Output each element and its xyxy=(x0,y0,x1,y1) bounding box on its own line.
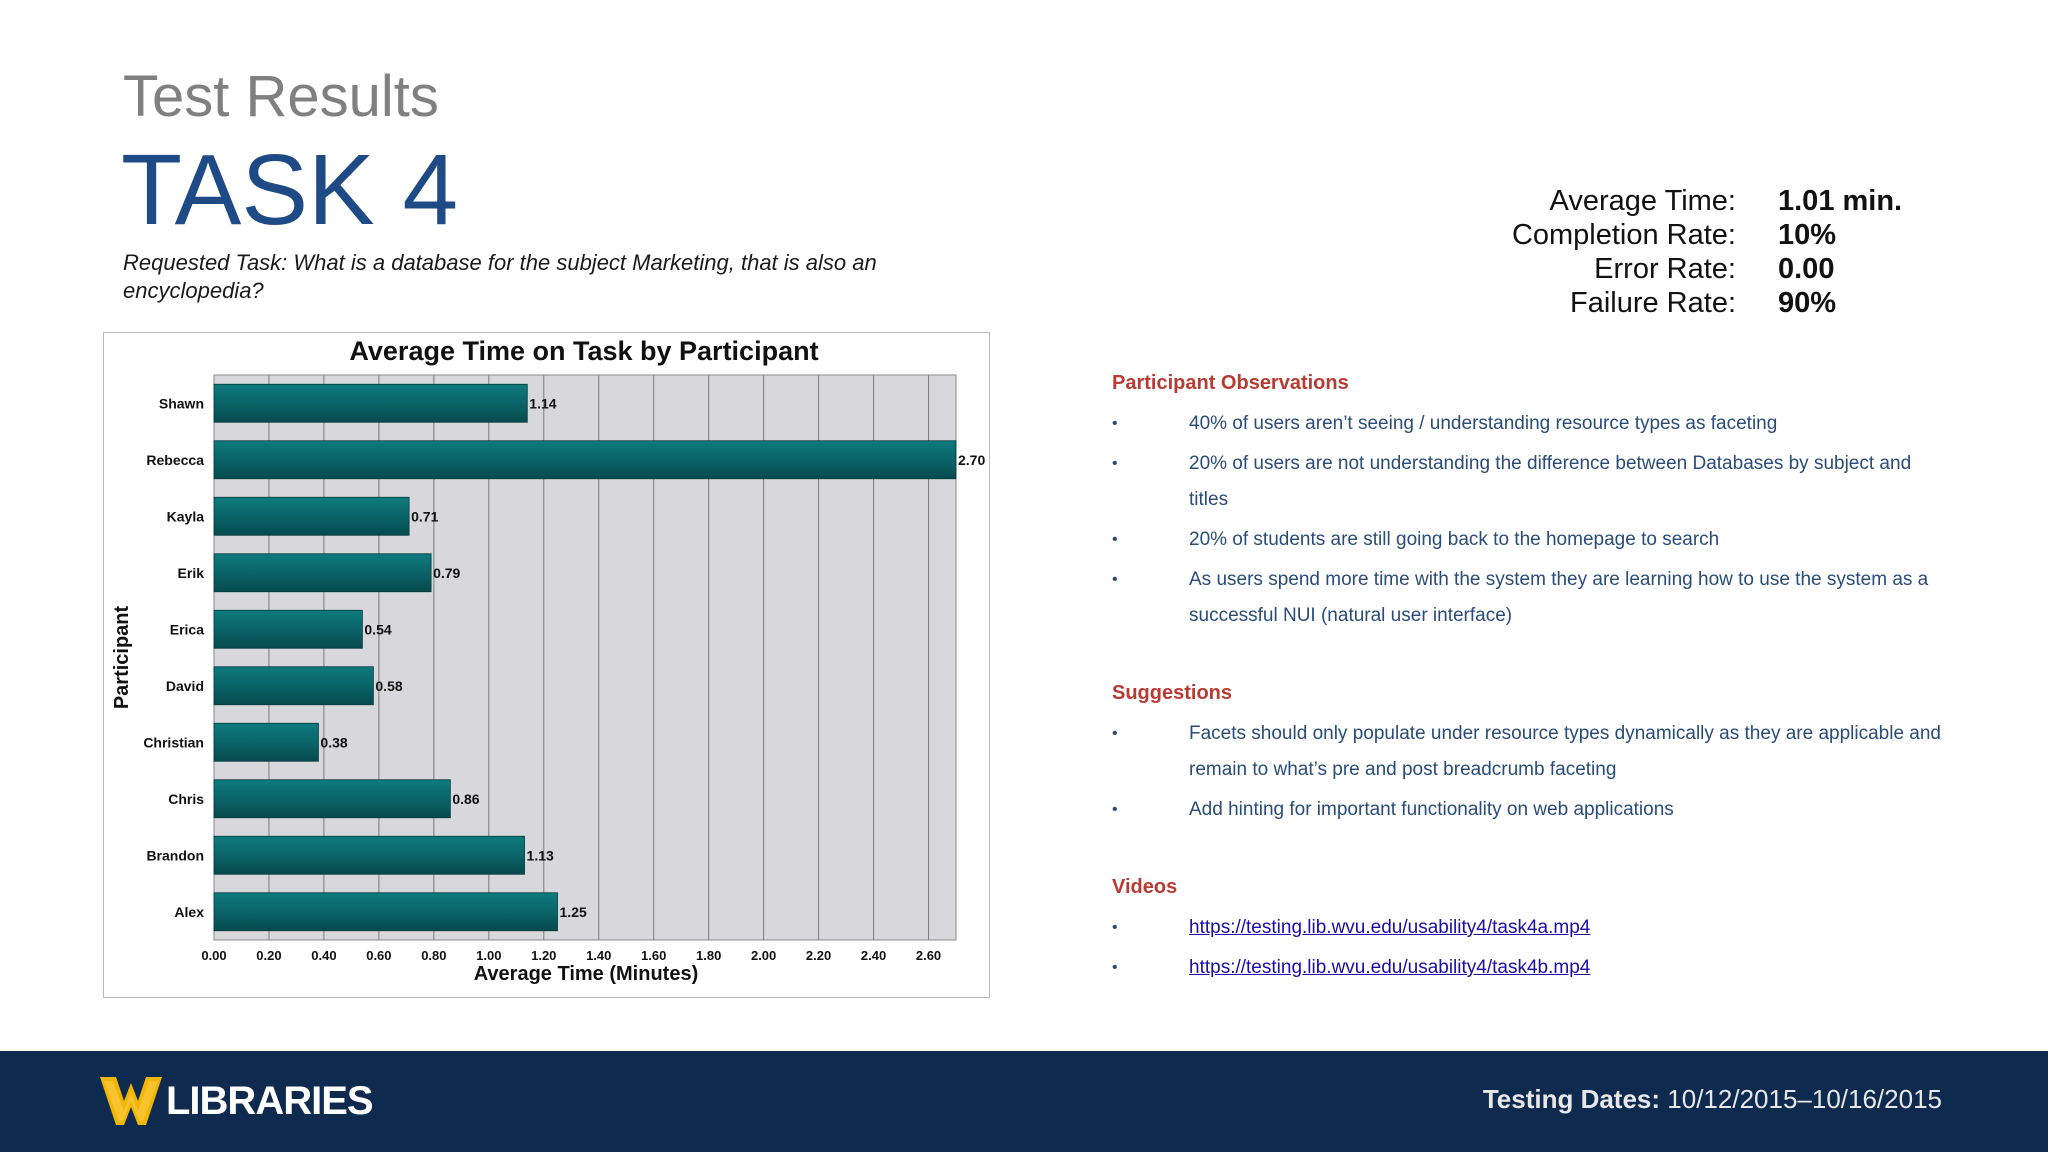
x-tick-label: 1.40 xyxy=(586,948,612,963)
y-tick-label: Kayla xyxy=(166,508,204,525)
y-axis-label: Participant xyxy=(111,605,133,710)
bar-shawn xyxy=(214,384,527,422)
list-item xyxy=(1112,792,1942,828)
observation-text: As users spend more time with the system they are learning how to use the system as a successful NUI (natural user interface) xyxy=(1189,569,1929,626)
list-item xyxy=(1112,562,1942,634)
bar-chart xyxy=(104,333,989,997)
metric-label: Failure Rate: xyxy=(1569,287,1736,319)
observation-text: 20% of students are still going back to the homepage to search xyxy=(1189,529,1720,550)
data-label: 1.13 xyxy=(526,847,554,864)
y-tick-label: Christian xyxy=(143,734,204,751)
metric-value: 0.00 xyxy=(1778,253,1835,285)
section-title: Test Results xyxy=(123,64,439,129)
metric-value: 10% xyxy=(1778,219,1837,251)
list-item xyxy=(1112,910,1942,946)
bar-chris xyxy=(214,780,450,818)
suggestions-list xyxy=(1112,716,1942,828)
x-tick-label: 2.20 xyxy=(805,948,832,963)
data-label: 0.54 xyxy=(364,621,392,638)
data-label: 0.38 xyxy=(320,734,348,751)
list-item xyxy=(1112,950,1942,986)
bullet-icon: • xyxy=(1112,725,1118,742)
x-tick-label: 1.80 xyxy=(696,948,722,963)
notes-panel xyxy=(1112,370,1942,990)
chart-container xyxy=(103,332,990,998)
y-tick-label: David xyxy=(165,677,204,694)
wv-logo-icon xyxy=(100,1075,162,1127)
data-label: 0.71 xyxy=(411,508,439,525)
bullet-icon: • xyxy=(1112,415,1118,432)
data-label: 2.70 xyxy=(958,451,986,468)
video-link-task4a[interactable]: https://testing.lib.wvu.edu/usability4/task4a.mp4 xyxy=(1189,917,1591,938)
list-item xyxy=(1112,716,1942,788)
data-label: 1.25 xyxy=(559,903,587,920)
metrics-panel xyxy=(1356,184,1956,320)
requested-task: Requested Task: What is a database for the subject Marketing, that is also an encyclopedia? xyxy=(123,250,877,303)
bar-rebecca xyxy=(214,441,956,479)
bullet-icon: • xyxy=(1112,801,1118,818)
x-tick-label: 2.60 xyxy=(915,948,942,963)
metric-value: 1.01 min. xyxy=(1778,185,1903,217)
x-tick-label: 0.80 xyxy=(421,948,447,963)
metric-label: Completion Rate: xyxy=(1511,219,1736,251)
x-tick-label: 1.20 xyxy=(531,948,557,963)
videos-list xyxy=(1112,910,1942,986)
video-link-task4b[interactable]: https://testing.lib.wvu.edu/usability4/task4b.mp4 xyxy=(1189,957,1591,978)
list-item xyxy=(1112,406,1942,442)
data-label: 0.79 xyxy=(433,564,461,581)
testing-dates xyxy=(1483,1084,1942,1115)
list-item xyxy=(1112,522,1942,558)
y-tick-label: Brandon xyxy=(146,847,204,864)
data-label: 0.58 xyxy=(375,677,403,694)
bar-erica xyxy=(214,610,362,648)
list-item xyxy=(1112,446,1942,518)
observation-text: 40% of users aren’t seeing / understanding resource types as faceting xyxy=(1189,413,1778,434)
metric-failure-rate xyxy=(1356,286,1956,320)
metric-error-rate xyxy=(1356,252,1956,286)
metric-completion-rate xyxy=(1356,218,1956,252)
x-tick-label: 0.00 xyxy=(201,948,227,963)
x-tick-label: 0.60 xyxy=(366,948,392,963)
wvu-libraries-logo xyxy=(100,1075,373,1127)
y-tick-label: Erica xyxy=(169,621,204,638)
observations-list xyxy=(1112,406,1942,634)
x-tick-label: 2.40 xyxy=(860,948,887,963)
bar-david xyxy=(214,667,373,705)
x-tick-label: 0.40 xyxy=(311,948,337,963)
suggestions-heading: Suggestions xyxy=(1112,682,1233,704)
y-tick-label: Erik xyxy=(177,564,204,581)
bar-kayla xyxy=(214,497,409,535)
bar-brandon xyxy=(214,836,525,874)
bullet-icon: • xyxy=(1112,959,1118,976)
bullet-icon: • xyxy=(1112,531,1118,548)
metric-label: Error Rate: xyxy=(1594,253,1736,285)
bar-alex xyxy=(214,893,558,931)
bar-christian xyxy=(214,723,318,761)
chart-title: Average Time on Task by Participant xyxy=(349,336,819,366)
testing-dates-value: 10/12/2015–10/16/2015 xyxy=(1667,1084,1942,1114)
y-tick-label: Alex xyxy=(174,903,204,920)
y-tick-label: Chris xyxy=(168,790,204,807)
task-heading: TASK 4 xyxy=(121,134,459,246)
x-tick-label: 0.20 xyxy=(256,948,282,963)
x-tick-label: 2.00 xyxy=(750,948,777,963)
x-tick-label: 1.00 xyxy=(476,948,502,963)
bullet-icon: • xyxy=(1112,455,1118,472)
observations-heading: Participant Observations xyxy=(1112,372,1349,394)
bullet-icon: • xyxy=(1112,919,1118,936)
metric-label: Average Time: xyxy=(1549,185,1736,217)
suggestion-text: Facets should only populate under resource types dynamically as they are applicable and remain to what’s pre and post breadcrumb faceting xyxy=(1189,723,1942,780)
observation-text: 20% of users are not understanding the difference between Databases by subject and titles xyxy=(1189,453,1912,510)
bullet-icon: • xyxy=(1112,571,1118,588)
x-axis-label: Average Time (Minutes) xyxy=(473,963,699,985)
testing-dates-label: Testing Dates: xyxy=(1482,1084,1661,1114)
footer-bar xyxy=(0,1051,2048,1152)
x-tick-label: 1.60 xyxy=(641,948,667,963)
y-tick-label: Shawn xyxy=(158,395,204,412)
data-label: 1.14 xyxy=(529,395,557,412)
data-label: 0.86 xyxy=(452,790,480,807)
videos-heading: Videos xyxy=(1112,876,1178,898)
y-tick-label: Rebecca xyxy=(146,451,204,468)
suggestion-text: Add hinting for important functionality on web applications xyxy=(1189,799,1674,820)
bar-erik xyxy=(214,554,431,592)
metric-value: 90% xyxy=(1778,287,1837,319)
logo-text: LIBRARIES xyxy=(166,1078,373,1123)
metric-average-time xyxy=(1356,184,1956,218)
